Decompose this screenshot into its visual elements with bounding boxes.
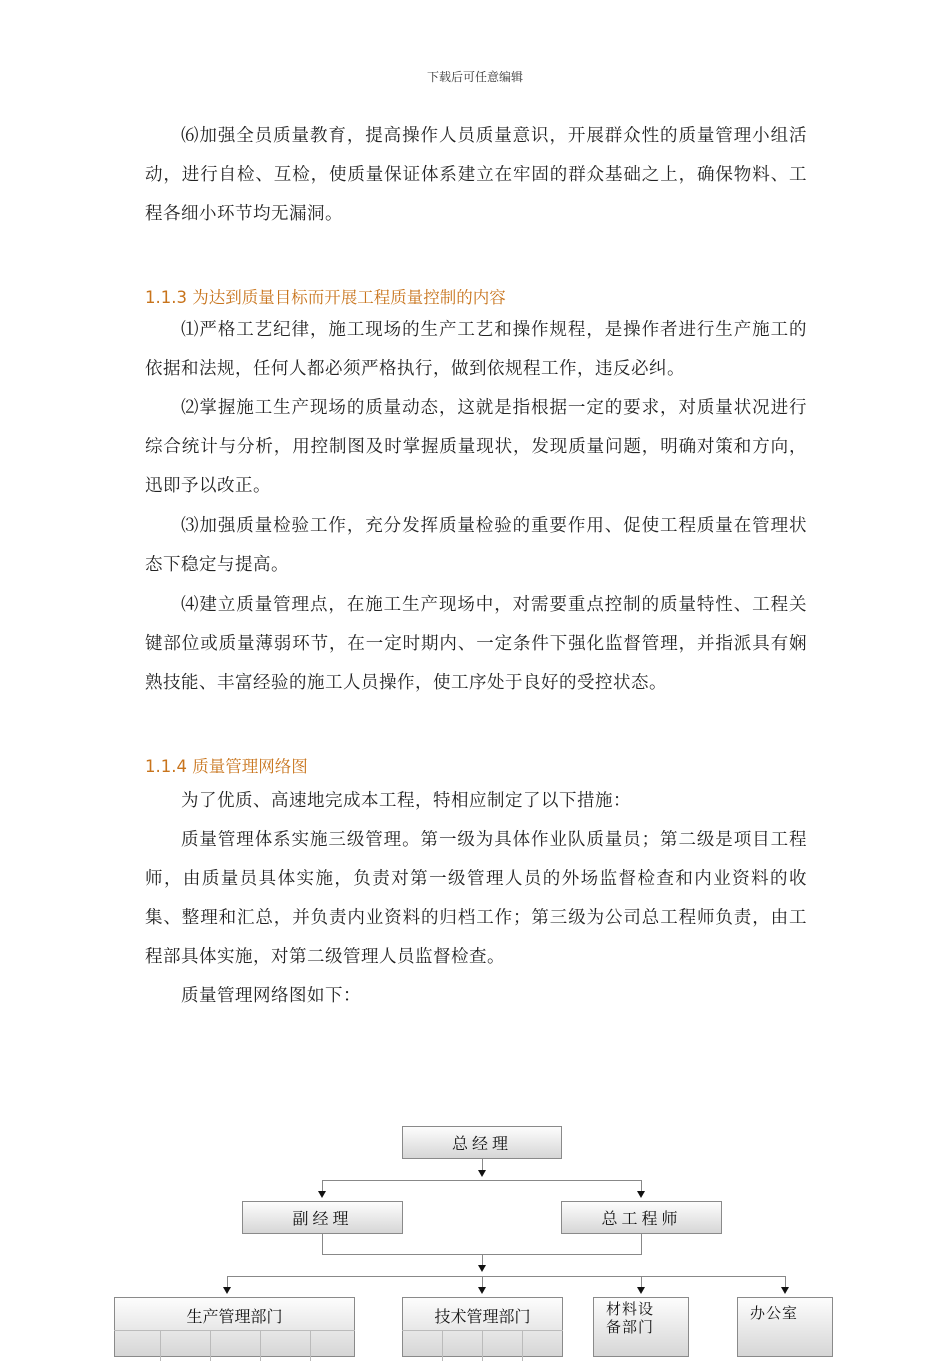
grid-divider: [482, 1331, 483, 1361]
section-heading-1-1-4: 1.1.4 质量管理网络图: [145, 757, 308, 776]
arrow-down-icon: [781, 1287, 789, 1294]
org-node-chief-engineer: 总工程师: [561, 1201, 722, 1234]
paragraph-2: ⑴严格工艺纪律，施工现场的生产工艺和操作规程，是操作者进行生产施工的依据和法规，任何人都必须严格执行，做到依规程工作，违反必纠。: [145, 320, 807, 379]
org-node-general-manager: 总经理: [402, 1126, 562, 1159]
paragraph-8: 质量管理网络图如下：: [181, 986, 361, 1006]
arrow-down-icon: [478, 1265, 486, 1272]
arrow-down-icon: [637, 1287, 645, 1294]
paragraph-1: ⑹加强全员质量教育，提高操作人员质量意识，开展群众性的质量管理小组活动，进行自检、互检，使质量保证体系建立在牢固的群众基础之上，确保物料、工程各细小环节均无漏洞。: [145, 126, 807, 224]
grid-divider: [310, 1331, 311, 1361]
org-node-deputy-manager: 副经理: [242, 1201, 403, 1234]
arrow-down-icon: [637, 1191, 645, 1198]
grid-divider: [260, 1331, 261, 1361]
arrow-down-icon: [478, 1287, 486, 1294]
page-header: 下载后可任意编辑: [426, 70, 523, 84]
connector-line: [641, 1234, 642, 1254]
arrow-down-icon: [478, 1170, 486, 1177]
paragraph-4: ⑶加强质量检验工作，充分发挥质量检验的重要作用、促使工程质量在管理状态下稳定与提高。: [145, 516, 807, 575]
grid-divider: [522, 1331, 523, 1361]
connector-line: [322, 1234, 323, 1254]
org-node-production-dept: 生产管理部门: [114, 1297, 355, 1357]
grid-divider: [160, 1331, 161, 1361]
grid-divider: [442, 1331, 443, 1361]
paragraph-7: 质量管理体系实施三级管理。第一级为具体作业队质量员；第二级是项目工程师，由质量员具体实施，负责对第一级管理人员的外场监督检查和内业资料的收集、整理和汇总，并负责内业资料的归档工作；第三级为公司总工程师负责，由工程部具体实施，对第二级管理人员监督检查。: [145, 830, 807, 967]
org-node-office: 办公室: [737, 1297, 833, 1357]
grid-divider: [210, 1331, 211, 1361]
connector-line: [322, 1180, 642, 1181]
paragraph-3: ⑵掌握施工生产现场的质量动态，这就是指根据一定的要求，对质量状况进行综合统计与分析，用控制图及时掌握质量现状，发现质量问题，明确对策和方向，迅即予以改正。: [145, 398, 807, 496]
grid-divider: [114, 1330, 355, 1331]
arrow-down-icon: [318, 1191, 326, 1198]
org-node-materials-dept: 材料设备部门: [593, 1297, 689, 1357]
paragraph-5: ⑷建立质量管理点，在施工生产现场中，对需要重点控制的质量特性、工程关键部位或质量薄弱环节，在一定时期内、一定条件下强化监督管理，并指派具有娴熟技能、丰富经验的施工人员操作，使工序处于良好的受控状态。: [145, 595, 807, 693]
section-heading-1-1-3: 1.1.3 为达到质量目标而开展工程质量控制的内容: [145, 288, 506, 307]
org-node-technical-dept: 技术管理部门: [402, 1297, 563, 1357]
paragraph-6: 为了优质、高速地完成本工程，特相应制定了以下措施：: [181, 791, 631, 811]
arrow-down-icon: [223, 1287, 231, 1294]
connector-line: [227, 1276, 786, 1277]
